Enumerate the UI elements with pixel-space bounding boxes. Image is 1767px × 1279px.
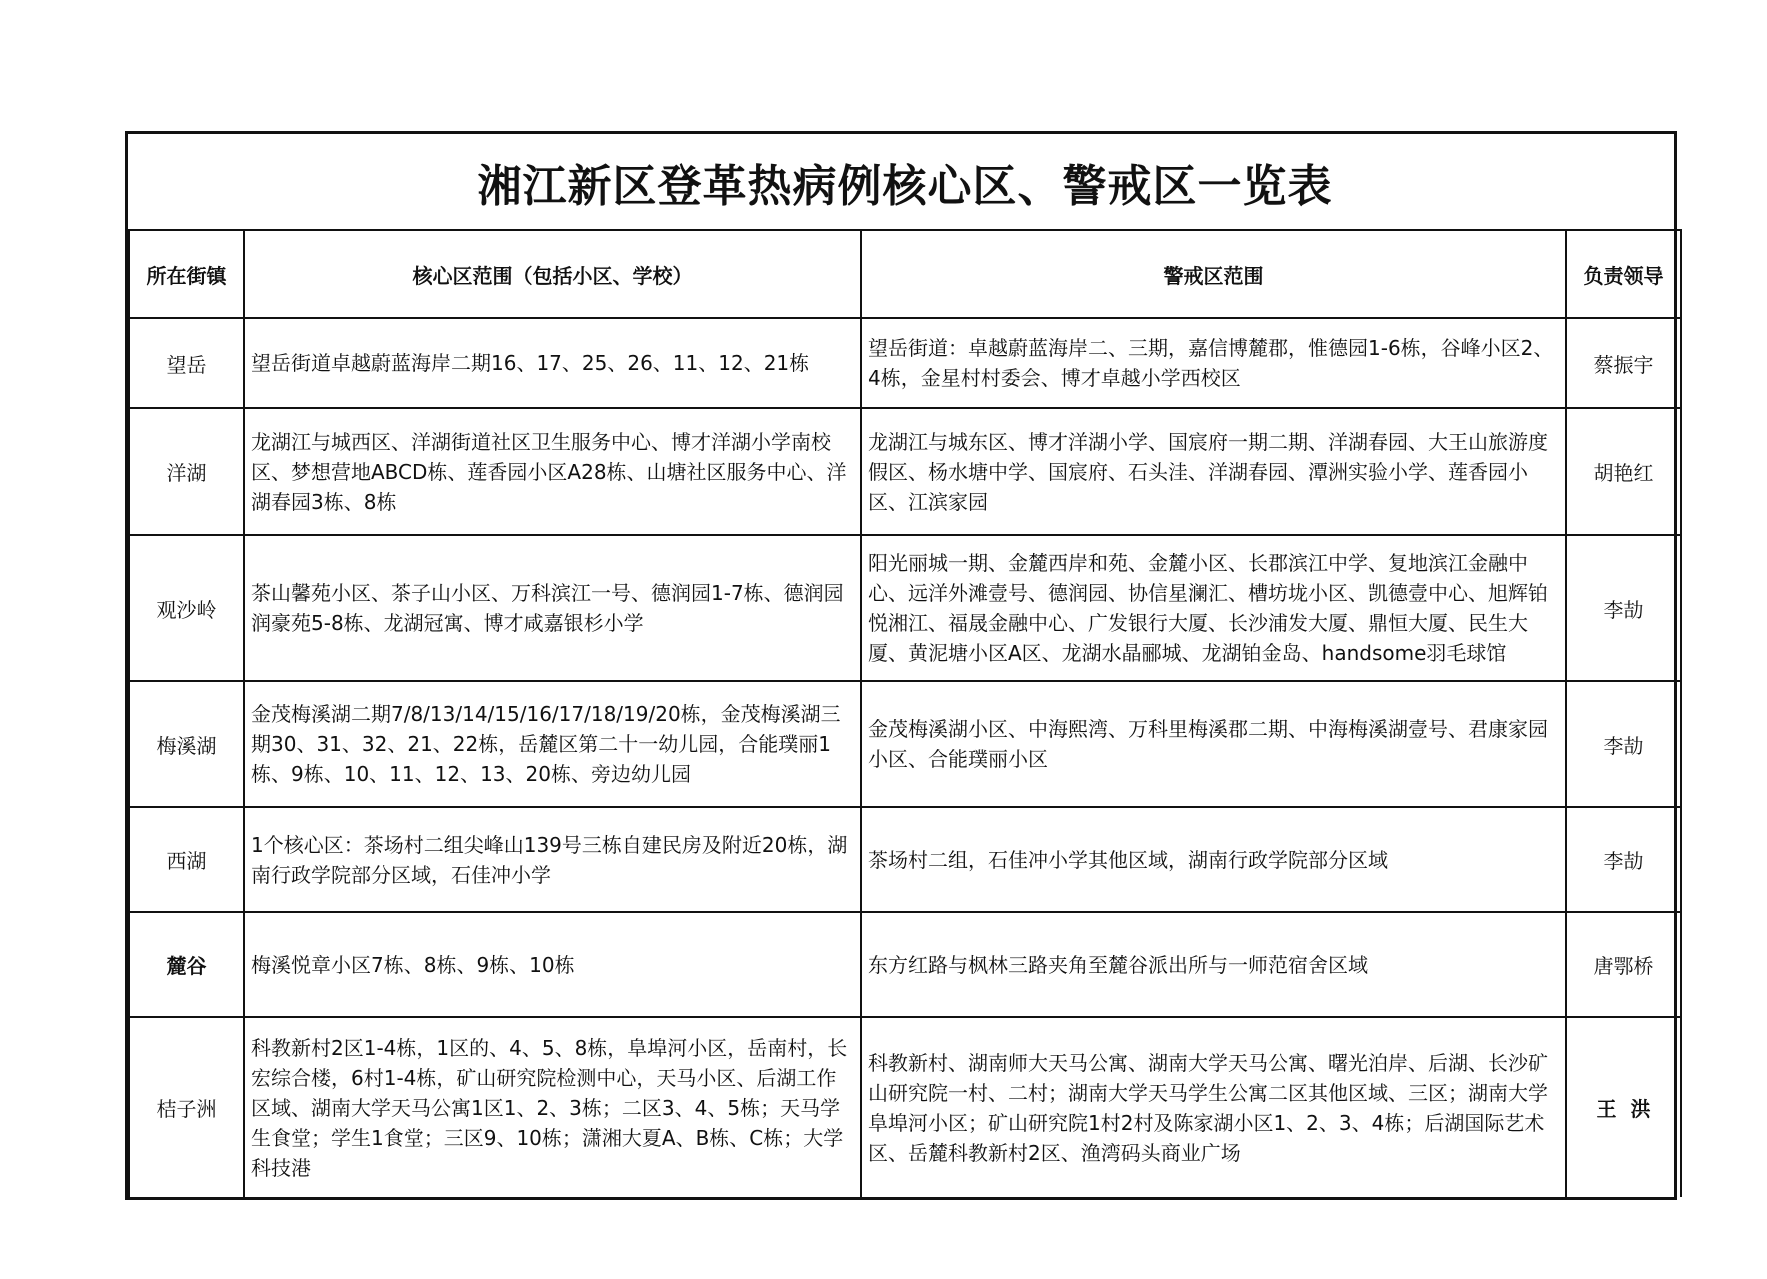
leader-cell: 唐鄂桥	[1566, 912, 1681, 1017]
leader-cell: 蔡振宇	[1566, 318, 1681, 408]
core-area-cell: 梅溪悦章小区7栋、8栋、9栋、10栋	[244, 912, 861, 1017]
town-cell: 洋湖	[129, 408, 244, 535]
town-cell: 望岳	[129, 318, 244, 408]
leader-cell: 王 洪	[1566, 1017, 1681, 1197]
warning-area-cell: 科教新村、湖南师大天马公寓、湖南大学天马公寓、曙光泊岸、后湖、长沙矿山研究院一村、二村；湖南大学天马学生公寓二区其他区域、三区；湖南大学阜埠河小区；矿山研究院1村2村及陈家湖小区1、2、3、4栋；后湖国际艺术区、岳麓科教新村2区、渔湾码头商业广场	[861, 1017, 1566, 1197]
core-area-cell: 科教新村2区1-4栋，1区的、4、5、8栋，阜埠河小区，岳南村，长宏综合楼，6村1-4栋，矿山研究院检测中心，天马小区、后湖工作区域、湖南大学天马公寓1区1、2、3栋；二区3、4、5栋；天马学生食堂；学生1食堂；三区9、10栋；潇湘大夏A、B栋、C栋；大学科技港	[244, 1017, 861, 1197]
header-leader: 负责领导	[1566, 230, 1681, 318]
core-area-cell: 茶山馨苑小区、茶子山小区、万科滨江一号、德润园1-7栋、德润园润豪苑5-8栋、龙湖冠寓、博才咸嘉银杉小学	[244, 535, 861, 681]
town-cell: 观沙岭	[129, 535, 244, 681]
leader-cell: 李劼	[1566, 535, 1681, 681]
table-row	[129, 535, 1681, 681]
table-row	[129, 318, 1681, 408]
header-town: 所在街镇	[129, 230, 244, 318]
table-row	[129, 807, 1681, 912]
core-area-cell: 龙湖江与城西区、洋湖街道社区卫生服务中心、博才洋湖小学南校区、梦想营地ABCD栋、莲香园小区A28栋、山塘社区服务中心、洋湖春园3栋、8栋	[244, 408, 861, 535]
town-cell: 麓谷	[129, 912, 244, 1017]
warning-area-cell: 望岳街道：卓越蔚蓝海岸二、三期，嘉信博麓郡，惟德园1-6栋，谷峰小区2、4栋，金星村村委会、博才卓越小学西校区	[861, 318, 1566, 408]
header-core-area: 核心区范围（包括小区、学校）	[244, 230, 861, 318]
header-warning-area: 警戒区范围	[861, 230, 1566, 318]
document-sheet	[125, 131, 1677, 1200]
page-title: 湘江新区登革热病例核心区、警戒区一览表	[129, 134, 1681, 230]
core-area-cell: 1个核心区：茶场村二组尖峰山139号三栋自建民房及附近20栋，湖南行政学院部分区域，石佳冲小学	[244, 807, 861, 912]
core-area-cell: 望岳街道卓越蔚蓝海岸二期16、17、25、26、11、12、21栋	[244, 318, 861, 408]
header-row	[129, 230, 1681, 318]
zone-table	[128, 134, 1682, 1197]
warning-area-cell: 东方红路与枫林三路夹角至麓谷派出所与一师范宿舍区域	[861, 912, 1566, 1017]
table-row	[129, 912, 1681, 1017]
table-row	[129, 408, 1681, 535]
table-row	[129, 1017, 1681, 1197]
town-cell: 桔子洲	[129, 1017, 244, 1197]
table-row	[129, 681, 1681, 807]
leader-cell: 李劼	[1566, 807, 1681, 912]
core-area-cell: 金茂梅溪湖二期7/8/13/14/15/16/17/18/19/20栋，金茂梅溪湖三期30、31、32、21、22栋，岳麓区第二十一幼儿园，合能璞丽1栋、9栋、10、11、12、13、20栋、旁边幼儿园	[244, 681, 861, 807]
warning-area-cell: 龙湖江与城东区、博才洋湖小学、国宸府一期二期、洋湖春园、大王山旅游度假区、杨水塘中学、国宸府、石头洼、洋湖春园、潭洲实验小学、莲香园小区、江滨家园	[861, 408, 1566, 535]
town-cell: 梅溪湖	[129, 681, 244, 807]
leader-cell: 胡艳红	[1566, 408, 1681, 535]
town-cell: 西湖	[129, 807, 244, 912]
leader-cell: 李劼	[1566, 681, 1681, 807]
warning-area-cell: 金茂梅溪湖小区、中海熙湾、万科里梅溪郡二期、中海梅溪湖壹号、君康家园小区、合能璞丽小区	[861, 681, 1566, 807]
warning-area-cell: 茶场村二组，石佳冲小学其他区域，湖南行政学院部分区域	[861, 807, 1566, 912]
warning-area-cell: 阳光丽城一期、金麓西岸和苑、金麓小区、长郡滨江中学、复地滨江金融中心、远洋外滩壹号、德润园、协信星澜汇、槽坊垅小区、凯德壹中心、旭辉铂悦湘江、福晟金融中心、广发银行大厦、长沙浦发大厦、鼎恒大厦、民生大厦、黄泥塘小区A区、龙湖水晶郦城、龙湖铂金岛、handsome羽毛球馆	[861, 535, 1566, 681]
